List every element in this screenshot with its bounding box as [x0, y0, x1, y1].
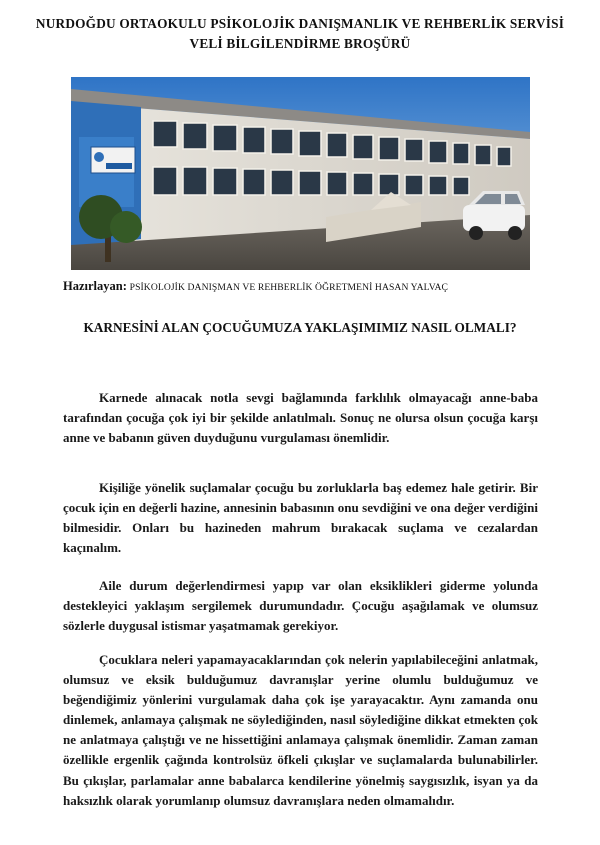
sign-nameplate: [106, 163, 132, 169]
document-title: NURDOĞDU ORTAOKULU PSİKOLOJİK DANIŞMANLIK VE REHBERLİK SERVİSİ VELİ BİLGİLENDİRME BROŞÜRÜ: [35, 16, 565, 51]
prepared-by-value: PSİKOLOJİK DANIŞMAN VE REHBERLİK ÖĞRETMENİ HASAN YALVAÇ: [129, 282, 449, 293]
paragraph-3: Aile durum değerlendirmesi yapıp var olan eksiklikleri giderme yolunda destekleyici yaklaşım sergilemek durumundadır. Çocuğu aşağılamak ve olumsuz sözlerle duygusal istismar yaşatmamak gerekiyor.: [63, 578, 538, 634]
paragraph-2: Kişiliğe yönelik suçlamalar çocuğu bu zorluklarla baş edemez hale getirir. Bir çocuk için en değerli hazine, annesinin babasının onu sevdiğini ve ona değer verdiğini bilmesidir. Onları bu hazineden mahrum bırakacak suçlama ve cezalardan kaçınalım.: [63, 480, 538, 556]
section-title: KARNESİNİ ALAN ÇOCUĞUMUZA YAKLAŞIMIMIZ NASIL OLMALI?: [83, 320, 517, 335]
school-building-photo: [71, 77, 530, 270]
paragraph-4: Çocuklara neleri yapamayacaklarından çok nelerin yapılabileceğini anlatmak, olumsuz ve eksik bulduğumuz davranışlar yerine olumlu bulduğumuz ve beğendiğimiz yönlerini vurgulamak daha çok işe yarayacaktır. Aynı zamanda onu dinlemek, anlamaya çalışmak ne söylediğinden, nasıl söylediğine dikkat etmekten çok ne anlatmaya çalıştığı ve ne hissettiğini anlamaya çalışmak önemlidir. Zaman zaman özellikle ergenlik çağında kontrolsüz öfkeli çıkışlar ve suçlamalarda bulunabilirler. Bu çıkışlar, parlamalar anne babalarca kendilerine yönelmiş saygısızlık, isyan ya da haksızlık olarak yorumlanıp olumsuz davranışlara neden olmamalıdır.: [63, 652, 538, 808]
paragraph-1: Karnede alınacak notla sevgi bağlamında farklılık olmayacağı anne-baba tarafından çocuğa çok iyi bir şekilde anlatılmalı. Sonuç ne olursa olsun çocuğa karşı anne ve babanın güven duyduğunu vurgulaması önemlidir.: [63, 390, 538, 446]
prepared-by-label: Hazırlayan:: [63, 279, 127, 293]
prepared-by-line: [63, 279, 583, 294]
